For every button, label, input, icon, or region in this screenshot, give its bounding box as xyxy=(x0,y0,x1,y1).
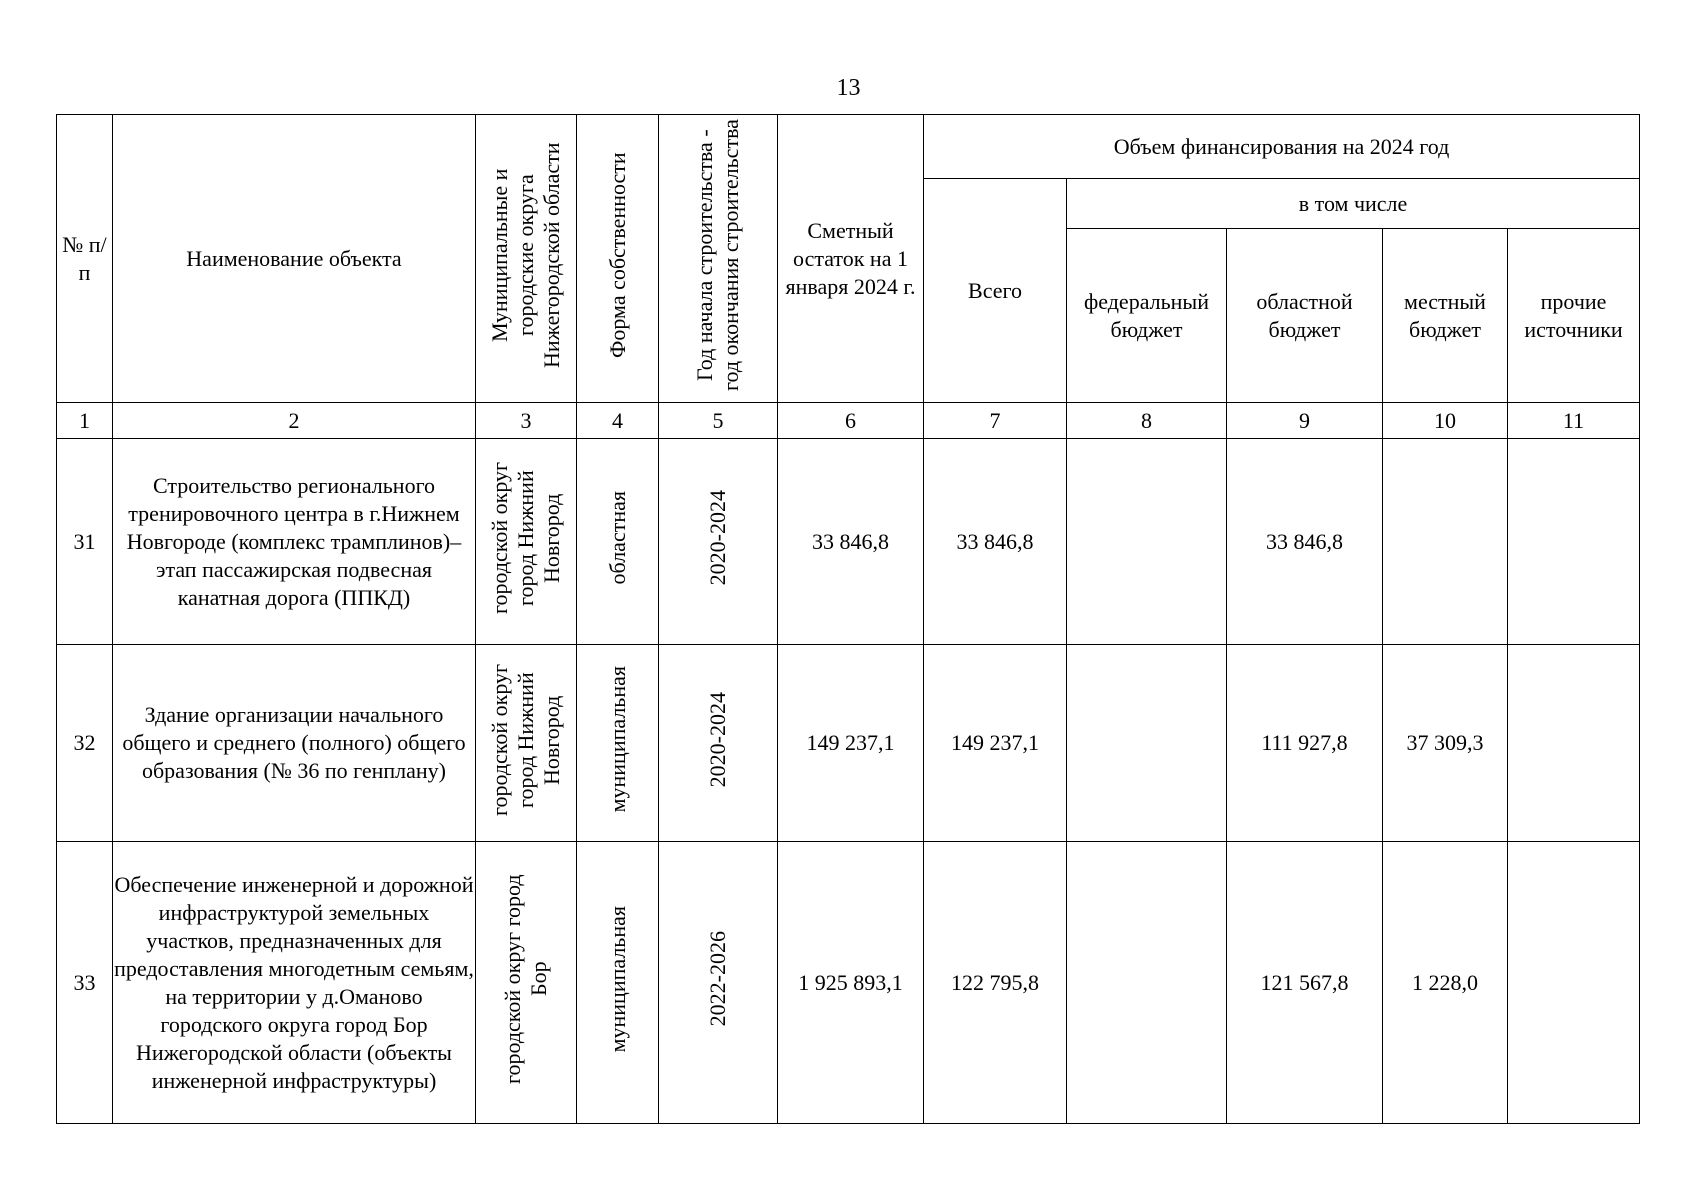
local-cell xyxy=(1383,439,1508,645)
row-number: 31 xyxy=(57,439,113,645)
local-cell: 37 309,3 xyxy=(1383,645,1508,842)
column-number: 3 xyxy=(476,403,577,439)
header-col-name: Наименование объекта xyxy=(113,115,476,403)
balance-cell: 33 846,8 xyxy=(778,439,924,645)
header-col-other: прочие источники xyxy=(1508,229,1640,403)
column-number: 7 xyxy=(924,403,1067,439)
column-number: 8 xyxy=(1067,403,1227,439)
regional-cell: 111 927,8 xyxy=(1227,645,1383,842)
total-cell: 33 846,8 xyxy=(924,439,1067,645)
header-col-ownership: Форма собственности xyxy=(577,115,659,403)
object-name: Строительство регионального тренировочного центра в г.Нижнем Новгороде (комплекс трамплинов)–этап пассажирская подвесная канатная дорога (ППКД) xyxy=(113,439,476,645)
years-cell: 2020-2024 xyxy=(659,439,778,645)
ownership-cell: муниципальная xyxy=(577,645,659,842)
header-col-local: местный бюджет xyxy=(1383,229,1508,403)
municipality-cell: городской округ город Бор xyxy=(476,842,577,1124)
header-col-federal: федеральный бюджет xyxy=(1067,229,1227,403)
column-number: 11 xyxy=(1508,403,1640,439)
ownership-cell: областная xyxy=(577,439,659,645)
header-col-balance: Сметный остаток на 1 января 2024 г. xyxy=(778,115,924,403)
column-number: 9 xyxy=(1227,403,1383,439)
regional-cell: 121 567,8 xyxy=(1227,842,1383,1124)
regional-cell: 33 846,8 xyxy=(1227,439,1383,645)
balance-cell: 149 237,1 xyxy=(778,645,924,842)
header-col-municipality: Муниципальные и городские округа Нижегородской области xyxy=(476,115,577,403)
column-number: 4 xyxy=(577,403,659,439)
column-number: 6 xyxy=(778,403,924,439)
table-row xyxy=(57,645,1640,842)
column-number: 1 xyxy=(57,403,113,439)
ownership-cell: муниципальная xyxy=(577,842,659,1124)
column-number: 10 xyxy=(1383,403,1508,439)
balance-cell: 1 925 893,1 xyxy=(778,842,924,1124)
header-col-total: Всего xyxy=(924,179,1067,403)
header-col-regional: областной бюджет xyxy=(1227,229,1383,403)
header-row xyxy=(57,115,1640,179)
federal-cell xyxy=(1067,439,1227,645)
object-name: Здание организации начального общего и среднего (полного) общего образования (№ 36 по генплану) xyxy=(113,645,476,842)
total-cell: 122 795,8 xyxy=(924,842,1067,1124)
object-name: Обеспечение инженерной и дорожной инфраструктурой земельных участков, предназначенных для предоставления многодетным семьям, на территории у д.Оманово городского округа город Бор Нижегородской области (объекты инженерной инфраструктуры) xyxy=(113,842,476,1124)
municipality-cell: городской округ город Нижний Новгород xyxy=(476,439,577,645)
row-number: 32 xyxy=(57,645,113,842)
other-cell xyxy=(1508,439,1640,645)
other-cell xyxy=(1508,842,1640,1124)
header-col-years: Год начала строительства - год окончания строительства xyxy=(659,115,778,403)
federal-cell xyxy=(1067,842,1227,1124)
years-cell: 2022-2026 xyxy=(659,842,778,1124)
column-number-row xyxy=(57,403,1640,439)
row-number: 33 xyxy=(57,842,113,1124)
header-financing-group: Объем финансирования на 2024 год xyxy=(924,115,1640,179)
header-col-no: № п/п xyxy=(57,115,113,403)
other-cell xyxy=(1508,645,1640,842)
page-number: 13 xyxy=(836,75,861,101)
total-cell: 149 237,1 xyxy=(924,645,1067,842)
column-number: 5 xyxy=(659,403,778,439)
federal-cell xyxy=(1067,645,1227,842)
financing-table xyxy=(56,114,1640,1124)
table-row xyxy=(57,439,1640,645)
local-cell: 1 228,0 xyxy=(1383,842,1508,1124)
column-number: 2 xyxy=(113,403,476,439)
table-row xyxy=(57,842,1640,1124)
municipality-cell: городской округ город Нижний Новгород xyxy=(476,645,577,842)
header-including-group: в том числе xyxy=(1067,179,1640,229)
years-cell: 2020-2024 xyxy=(659,645,778,842)
